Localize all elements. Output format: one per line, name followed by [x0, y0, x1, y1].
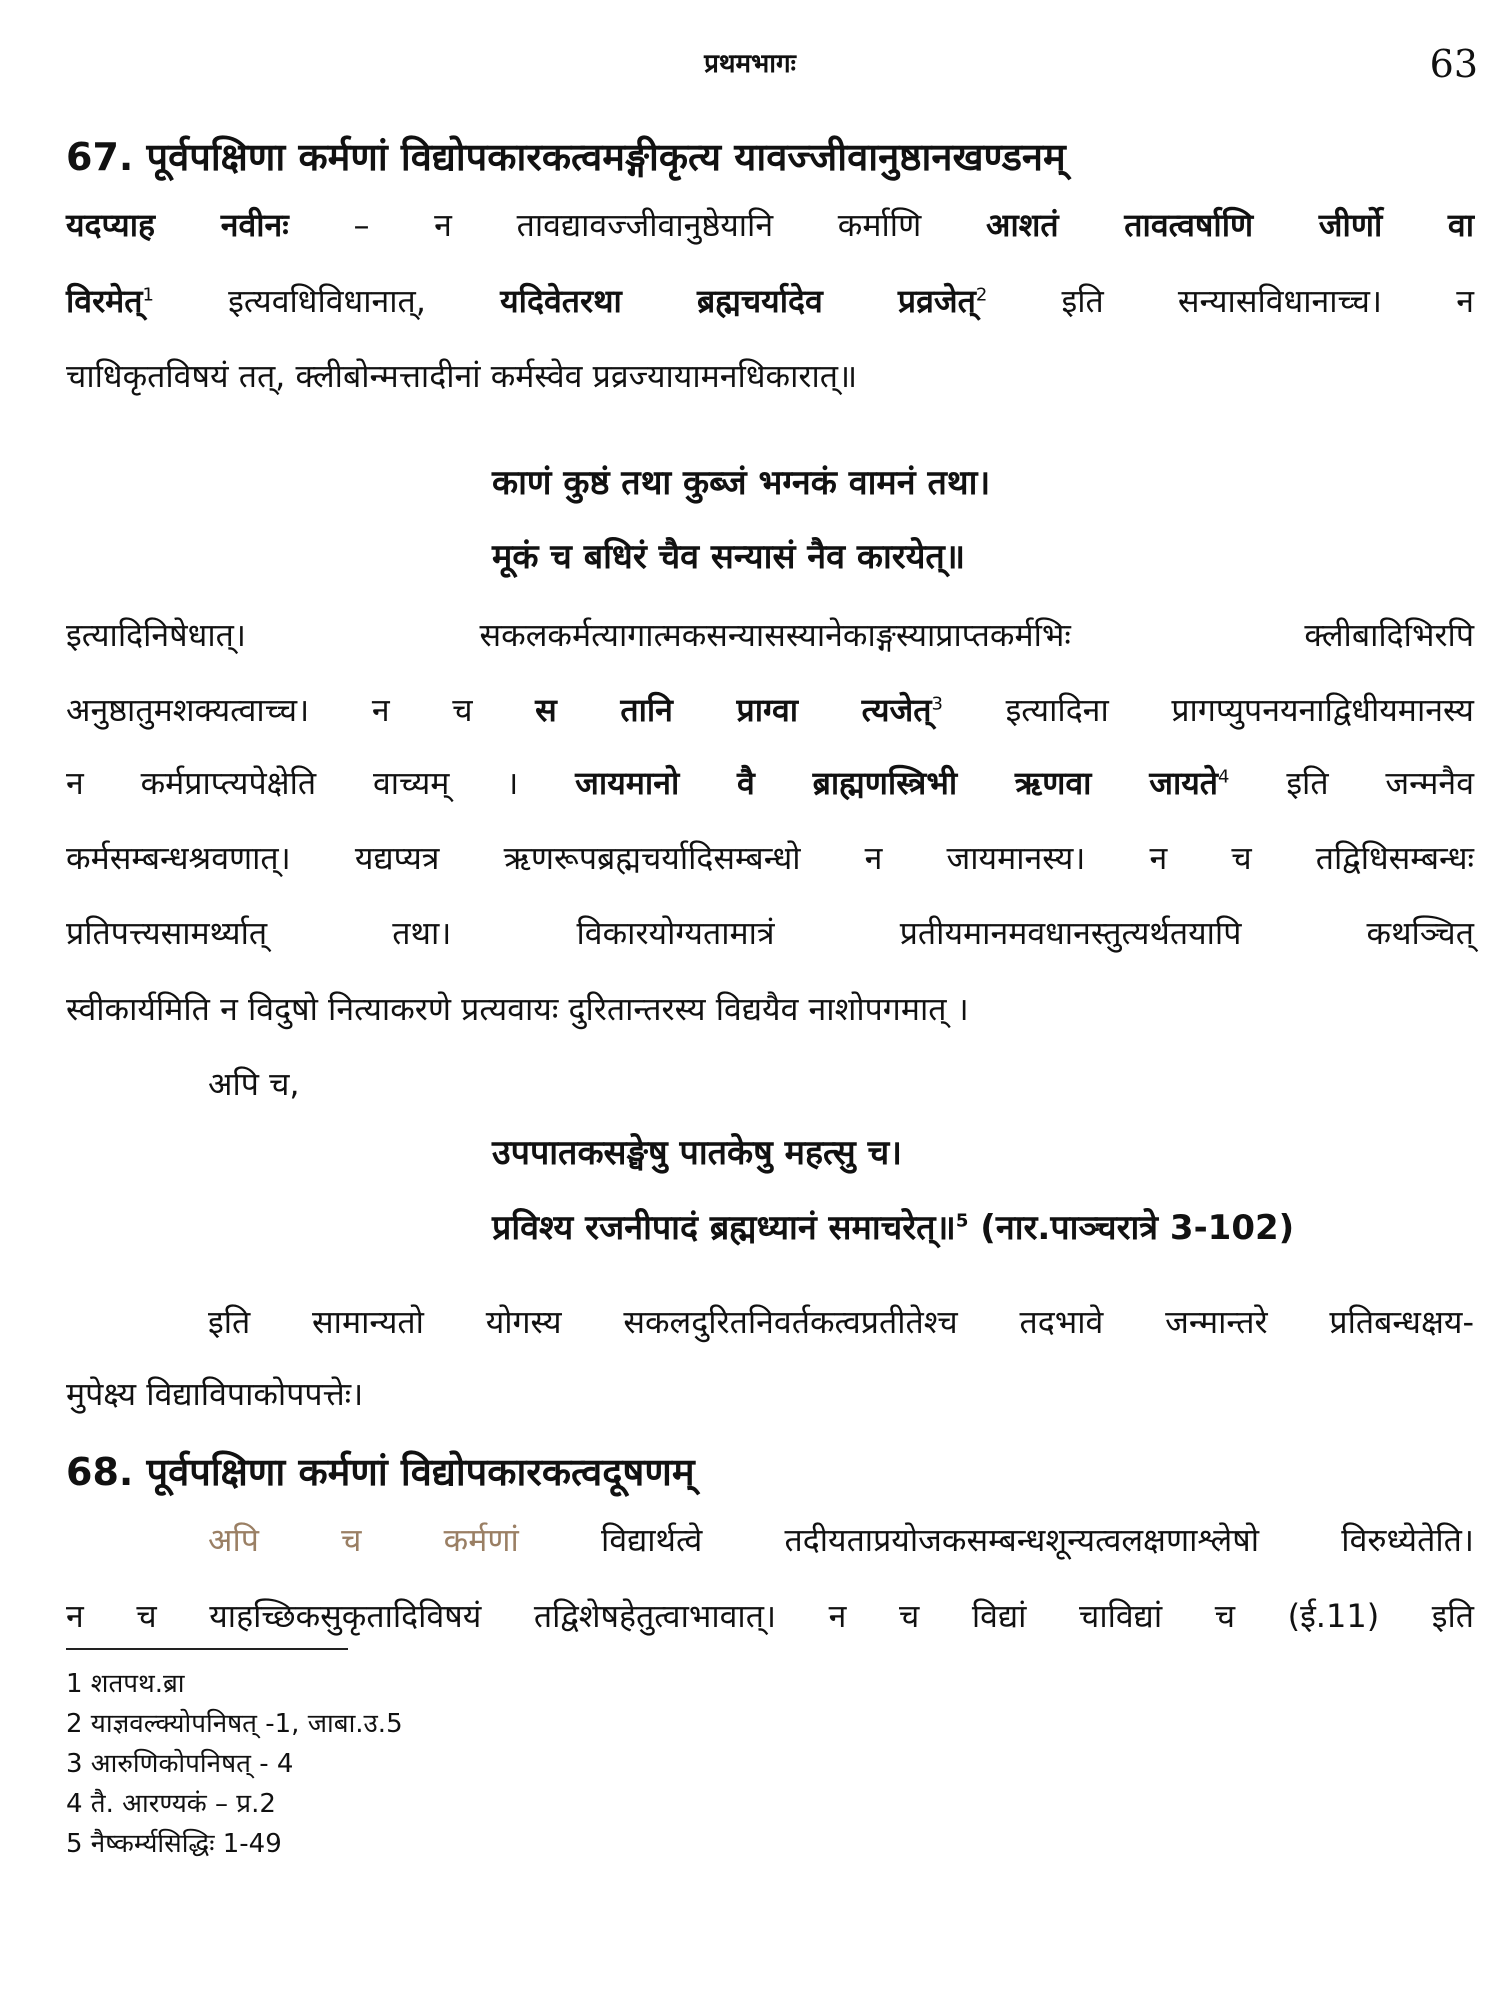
footnote-mark: 4: [1218, 766, 1230, 788]
paragraph-2-line-2: [66, 690, 1474, 730]
paragraph-1-line-3: चाधिकृतविषयं तत्, क्लीबोन्मत्तादीनां कर्मस्वेव प्रव्रज्यायामनधिकारात्॥: [66, 357, 858, 395]
paragraph-1-line-1: [66, 205, 1474, 245]
paragraph-2-line-7: अपि च,: [208, 1065, 300, 1103]
footnote-1: 1 शतपथ.ब्रा: [66, 1669, 185, 1699]
footnote-mark: 2: [975, 284, 988, 306]
verse-1-line-2: मूकं च बधिरं चैव सन्यासं नैव कारयेत्॥: [492, 537, 966, 577]
paragraph-2-line-3: [66, 763, 1474, 803]
section-68-heading: 68. पूर्वपक्षिणा कर्मणां विद्योपकारकत्वदूषणम्: [66, 1450, 695, 1494]
body-text: इत्यवधिविधानात्,: [154, 282, 501, 320]
paragraph-1-line-2: [66, 281, 1474, 321]
paragraph-2-line-4: कर्मसम्बन्धश्रवणात्। यद्यप्यत्र ऋणरूपब्रह्मचर्यादिसम्बन्धो न जायमानस्य। न च तद्विधिसम्बन्धः: [66, 839, 1474, 877]
body-text: विद्यार्थत्वे तदीयताप्रयोजकसम्बन्धशून्यत्वलक्षणाश्लेषो विरुध्येतेति।: [518, 1521, 1475, 1559]
footnote-mark: 5: [955, 1210, 969, 1232]
faded-text: अपि च कर्मणां: [208, 1521, 519, 1559]
body-text: इत्यादिना प्रागप्युपनयनाद्विधीयमानस्य: [942, 691, 1474, 729]
paragraph-2-line-5: प्रतिपत्त्यसामर्थ्यात् तथा। विकारयोग्यतामात्रं प्रतीयमानमवधानस्तुत्यर्थतयापि कथञ्चित्: [66, 914, 1474, 952]
footnote-4: 4 तै. आरण्यकं – प्र.2: [66, 1789, 276, 1819]
paragraph-2-line-6: स्वीकार्यमिति न विदुषो नित्याकरणे प्रत्यवायः दुरितान्तरस्य विद्ययैव नाशोपगमात् ।: [66, 990, 969, 1028]
verse-1-line-1: काणं कुष्ठं तथा कुब्जं भग्नकं वामनं तथा।: [492, 463, 991, 503]
quote-text: यदिवेतरथा ब्रह्मचर्यादेव प्रव्रजेत्: [500, 282, 976, 320]
verse-text: प्रविश्य रजनीपादं ब्रह्मध्यानं समाचरेत्॥: [492, 1208, 956, 1248]
paragraph-3-line-2: मुपेक्ष्य विद्याविपाकोपपत्तेः।: [66, 1375, 364, 1413]
verse-2-line-2: [492, 1208, 1294, 1248]
quote-text: जायमानो वै ब्राह्मणस्त्रिभी ऋणवा जायते: [575, 764, 1219, 802]
quote-text: स तानि प्राग्वा त्यजेत्: [535, 691, 932, 729]
section-68-line-2: न च याहच्छिकसुकृतादिविषयं तद्विशेषहेतुत्वाभावात्। न च विद्यां चाविद्यां च (ई.11) इति: [66, 1597, 1474, 1635]
footnote-mark: 3: [931, 693, 943, 715]
body-text: इति सन्यासविधानाच्च। न: [987, 282, 1474, 320]
footnote-3: 3 आरुणिकोपनिषत् - 4: [66, 1749, 294, 1779]
footnote-2: 2 याज्ञवल्क्योपनिषत् -1, जाबा.उ.5: [66, 1709, 403, 1739]
body-text: इति जन्मनैव: [1229, 764, 1474, 802]
paragraph-3-line-1: इति सामान्यतो योगस्य सकलदुरितनिवर्तकत्वप्रतीतेश्च तदभावे जन्मान्तरे प्रतिबन्धक्षय-: [208, 1303, 1474, 1341]
section-67-heading: 67. पूर्वपक्षिणा कर्मणां विद्योपकारकत्वमङ्गीकृत्य यावज्जीवानुष्ठानखण्डनम्: [66, 135, 1066, 179]
verse-source: (नार.पाञ्चरात्रे 3-102): [968, 1208, 1295, 1248]
verse-2-line-1: उपपातकसङ्घेषु पातकेषु महत्सु च।: [492, 1133, 903, 1173]
footnote-divider: [66, 1648, 348, 1650]
section-68-line-1: [208, 1520, 1474, 1560]
quote-text: यदप्याह नवीनः: [66, 206, 289, 244]
body-text: न कर्मप्राप्त्यपेक्षेति वाच्यम् ।: [66, 764, 576, 802]
quote-text: विरमेत्: [66, 282, 143, 320]
body-text: – न तावद्यावज्जीवानुष्ठेयानि कर्माणि: [288, 206, 986, 244]
quote-text: आशतं तावत्वर्षाणि जीर्णो वा: [985, 206, 1474, 244]
body-text: अनुष्ठातुमशक्यत्वाच्च। न च: [66, 691, 536, 729]
page-number: 63: [1429, 42, 1478, 86]
footnote-mark: 1: [142, 284, 154, 306]
footnote-5: 5 नैष्कर्म्यसिद्धिः 1-49: [66, 1829, 282, 1859]
running-head: प्रथमभागः: [704, 49, 796, 79]
paragraph-2-line-1: इत्यादिनिषेधात्। सकलकर्मत्यागात्मकसन्यासस्यानेकाङ्गस्याप्राप्तकर्मभिः क्लीबादिभिरपि: [66, 616, 1474, 654]
